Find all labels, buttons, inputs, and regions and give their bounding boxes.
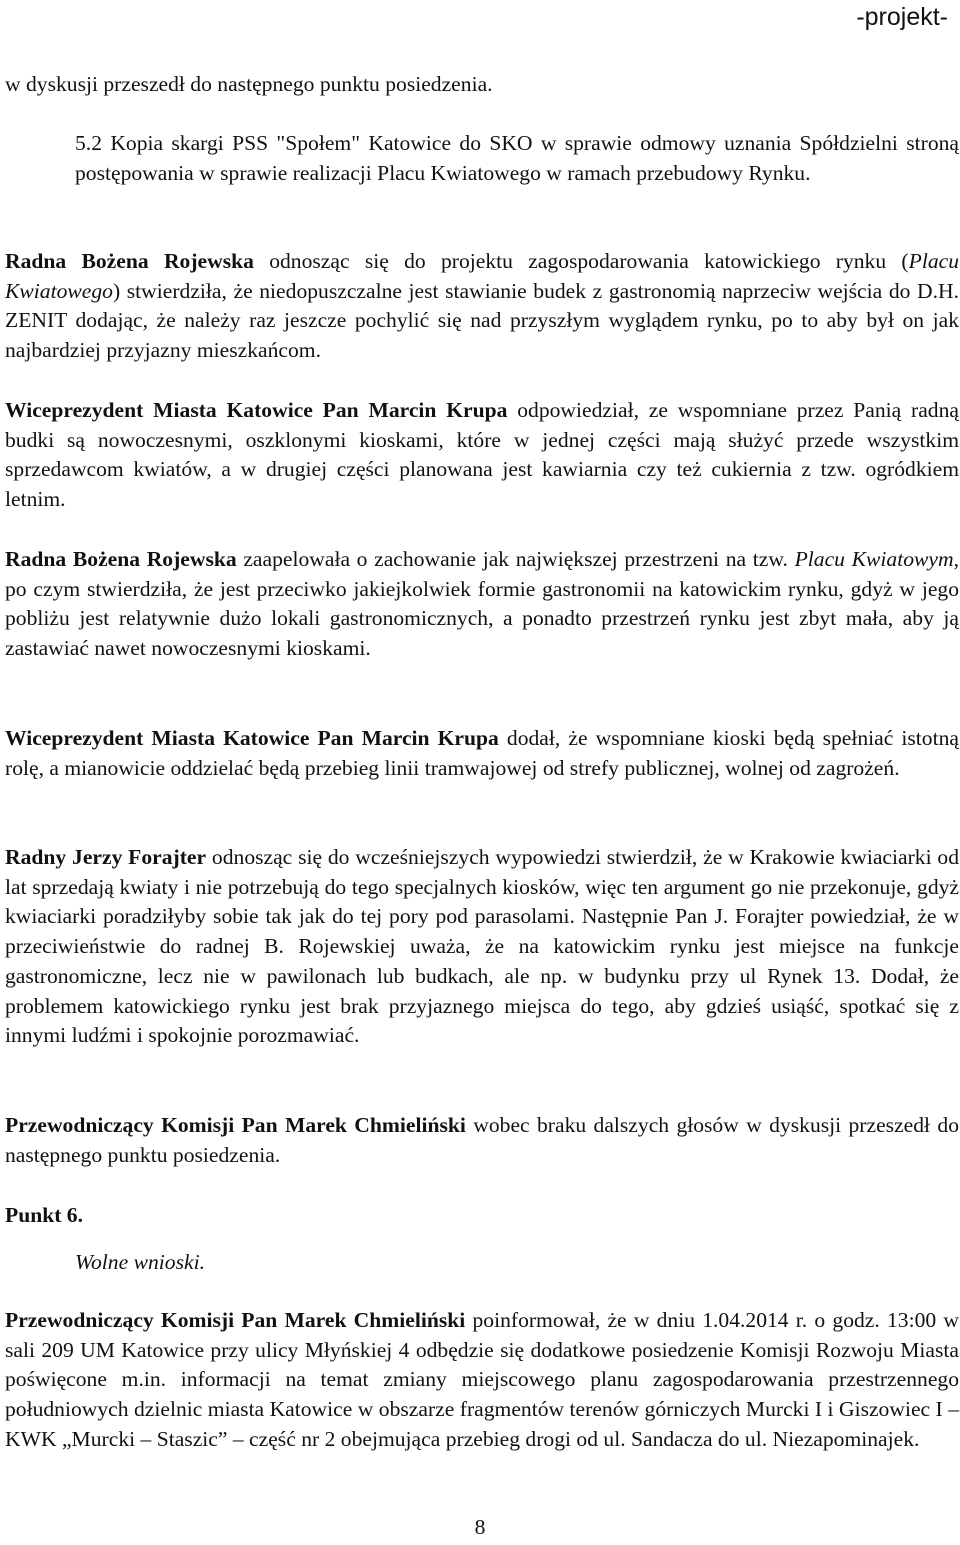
section-subtitle: Wolne wnioski.	[75, 1250, 205, 1274]
agenda-item-5-2	[75, 129, 959, 188]
speaker-name: Wiceprezydent Miasta Katowice Pan Marcin Krupa	[5, 726, 499, 750]
document-status-label: -projekt-	[856, 3, 948, 31]
speaker-name: Przewodniczący Komisji Pan Marek Chmieliński	[5, 1113, 466, 1137]
paragraph-chmielinski-2: Przewodniczący Komisji Pan Marek Chmieliński poinformował, że w dniu 1.04.2014 r. o godz. 13:00 w sali 209 UM Katowice przy ulicy Młyńskiej 4 odbędzie się dodatkowe posiedzenie Komisji Rozwoju Miasta poświęcone m.in. informacji na temat zmiany miejscowego planu zagospodarowania przestrzennego południowych dzielnic miasta Katowice w obszarze fragmentów terenów górniczych Murcki I i Giszowiec I – KWK „Murcki – Staszic” – część nr 2 obejmująca przebieg drogi od ul. Sandacza do ul. Niezapominajek.	[5, 1308, 959, 1451]
speaker-name: Przewodniczący Komisji Pan Marek Chmieliński	[5, 1308, 466, 1332]
section-heading-punkt-6: Punkt 6.	[5, 1203, 84, 1227]
speaker-name: Radny Jerzy Forajter	[5, 845, 207, 869]
emphasis-text: Placu Kwiatowym	[794, 547, 954, 571]
paragraph-chmielinski-1: Przewodniczący Komisji Pan Marek Chmieliński wobec braku dalszych głosów w dyskusji przeszedł do następnego punktu posiedzenia.	[5, 1113, 959, 1167]
agenda-item-number: 5.2	[75, 131, 102, 155]
paragraph-krupa-1: Wiceprezydent Miasta Katowice Pan Marcin Krupa odpowiedział, ze wspomniane przez Panią radną budki są nowoczesnymi, oszklonymi kioskami, które w jednej części mają służyć przede wszystkim sprzedawcom kwiatów, a w drugiej części planowana jest kawiarnia czy też cukiernia z tzw. ogródkiem letnim.	[5, 398, 959, 512]
paragraph-krupa-2: Wiceprezydent Miasta Katowice Pan Marcin Krupa dodał, że wspomniane kioski będą spełniać istotną rolę, a mianowicie oddzielać będą przebieg linii tramwajowej od strefy publicznej, wolnej od zagrożeń.	[5, 726, 959, 780]
speaker-name: Radna Bożena Rojewska	[5, 547, 237, 571]
paragraph-rojewska-2: Radna Bożena Rojewska zaapelowała o zachowanie jak największej przestrzeni na tzw. Placu Kwiatowym, po czym stwierdziła, że jest przeciwko jakiejkolwiek formie gastronomii na katowickim rynku, gdyż w jego pobliżu jest relatywnie dużo lokali gastronomicznych, a ponadto przestrzeń rynku jest zbyt mała, aby ją zastawiać nawet nowoczesnymi kioskami.	[5, 547, 959, 661]
page-number: 8	[474, 1515, 486, 1539]
agenda-item-text: Kopia skargi PSS "Społem" Katowice do SKO w sprawie odmowy uznania Spółdzielni stroną postępowania w sprawie realizacji Placu Kwiatowego w ramach przebudowy Rynku.	[75, 131, 959, 185]
speaker-name: Radna Bożena Rojewska	[5, 249, 254, 273]
emphasis-text: Placu Kwiatowego	[5, 249, 959, 303]
paragraph-rojewska-1: Radna Bożena Rojewska odnosząc się do projektu zagospodarowania katowickiego rynku (Placu Kwiatowego) stwierdziła, że niedopuszczalne jest stawianie budek z gastronomią naprzeciw wejścia do D.H. ZENIT dodając, że należy raz jeszcze pochylić się nad przyszłym wyglądem rynku, po to aby był on jak najbardziej przyjazny mieszkańcom.	[5, 249, 959, 363]
continued-paragraph: w dyskusji przeszedł do następnego punktu posiedzenia.	[5, 72, 493, 96]
paragraph-forajter: Radny Jerzy Forajter odnosząc się do wcześniejszych wypowiedzi stwierdził, że w Krakowie kwiaciarki od lat sprzedają kwiaty i nie potrzebują do tego specjalnych kiosków, więc ten argument go nie przekonuje, gdyż kwiaciarki poradziłyby sobie tak jak do tej pory pod parasolami. Następnie Pan J. Forajter powiedział, że w przeciwieństwie do radnej B. Rojewskiej uważa, że na katowickim rynku jest miejsce na funkcje gastronomiczne, lecz nie w pawilonach lub budkach, ale np. w budynku przy ul Rynek 13. Dodał, że problemem katowickiego rynku jest brak przyjaznego miejsca do tego, aby gdzieś usiąść, spotkać się z innymi ludźmi i spokojnie porozmawiać.	[5, 845, 959, 1048]
speaker-name: Wiceprezydent Miasta Katowice Pan Marcin Krupa	[5, 398, 508, 422]
